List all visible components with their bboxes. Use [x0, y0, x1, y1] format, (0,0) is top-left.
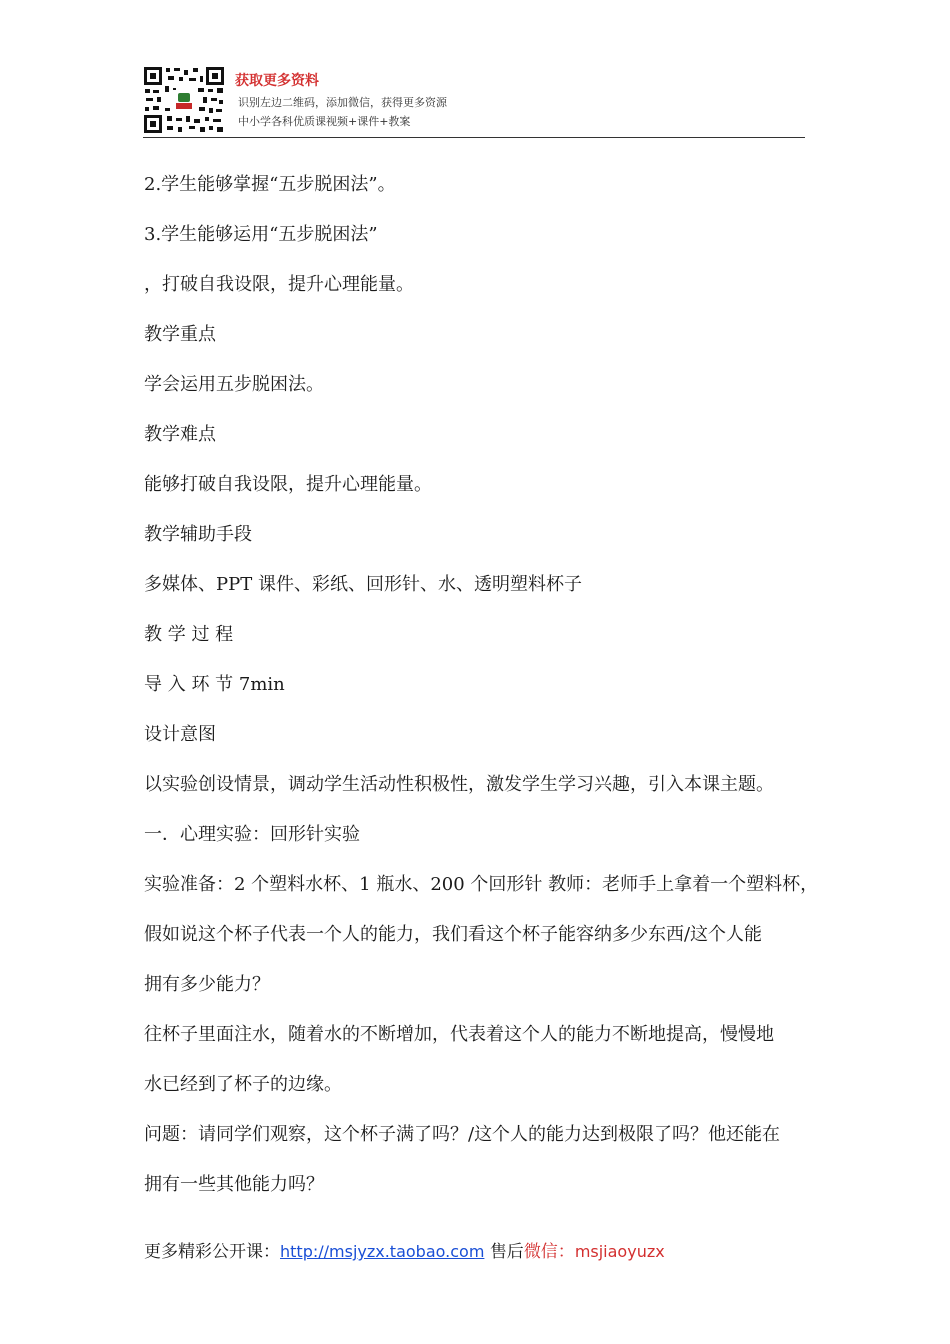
text-line: 能够打破自我设限，提升心理能量。: [144, 474, 432, 495]
section-heading: 一．心理实验：回形针实验: [144, 824, 360, 845]
section-heading: 教学难点: [144, 424, 216, 445]
header-subtitle-qr: 识别左边二维码，添加微信，获得更多资源: [238, 96, 447, 109]
text-line: 3.学生能够运用“五步脱困法”: [144, 224, 378, 245]
footer-after-sales: 售后: [489, 1242, 524, 1262]
text-line: 往杯子里面注水，随着水的不断增加，代表着这个人的能力不断地提高，慢慢地: [144, 1024, 774, 1045]
text-line: 学会运用五步脱困法。: [144, 374, 324, 395]
text-line: 拥有一些其他能力吗？: [144, 1174, 324, 1195]
text-line: 2.学生能够掌握“五步脱困法”。: [144, 174, 396, 195]
footer-store-link[interactable]: http://msjyzx.taobao.com: [280, 1242, 485, 1261]
text-line: 水已经到了杯子的边缘。: [144, 1074, 342, 1095]
text-line: 问题：请同学们观察，这个杯子满了吗？/这个人的能力达到极限了吗？他还能在: [144, 1124, 781, 1145]
footer-wechat-id: msjiaoyuzx: [574, 1242, 665, 1261]
qr-code-icon: [143, 66, 225, 134]
text-line: 拥有多少能力？: [144, 974, 270, 995]
document-body: [144, 160, 819, 1210]
text-line: 假如说这个杯子代表一个人的能力，我们看这个杯子能容纳多少东西/这个人能: [144, 924, 763, 945]
page-header: [143, 64, 805, 138]
page-footer: [144, 1237, 665, 1262]
text-line: ，打破自我设限，提升心理能量。: [144, 274, 414, 295]
section-heading: 导 入 环 节 7min: [144, 674, 285, 695]
header-brand-title: 获取更多资料: [235, 73, 319, 89]
footer-wechat-label: 微信：: [523, 1242, 575, 1262]
text-line: 多媒体、PPT 课件、彩纸、回形针、水、透明塑料杯子: [144, 574, 582, 595]
section-heading: 教学辅助手段: [144, 524, 252, 545]
header-subtitle-resources: 中小学各科优质课视频+课件+教案: [238, 115, 411, 128]
text-line: 以实验创设情景，调动学生活动性积极性，激发学生学习兴趣，引入本课主题。: [144, 774, 774, 795]
section-heading: 教学重点: [144, 324, 216, 345]
section-heading: 设计意图: [144, 724, 216, 745]
footer-prefix: 更多精彩公开课：: [144, 1242, 280, 1262]
section-heading: 教 学 过 程: [144, 624, 234, 645]
text-line: 实验准备：2 个塑料水杯、1 瓶水、200 个回形针 教师：老师手上拿着一个塑料杯，: [144, 874, 819, 895]
